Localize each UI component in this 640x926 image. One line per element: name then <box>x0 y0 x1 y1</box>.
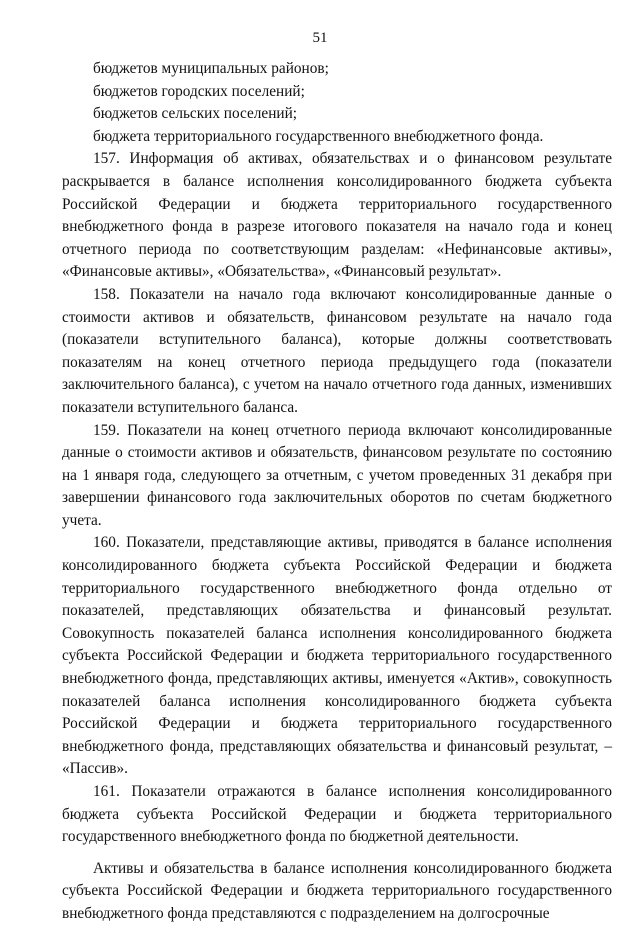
document-body <box>62 58 612 926</box>
list-item: бюджетов городских поселений; <box>93 82 305 100</box>
paragraph-157: 157. Информация об активах, обязательствах и о финансовом результате раскрывается в балансе исполнения консолидированного бюджета субъекта Российской Федерации и бюджета территориального государственного внебюджетного фонда в разрезе итогового показателя на начало года и конец отчетного периода по соответствующим разделам: «Нефинансовые активы», «Финансовые активы», «Обязательства», «Финансовый результат». <box>62 150 612 281</box>
paragraph-160: 160. Показатели, представляющие активы, приводятся в балансе исполнения консолидированного бюджета субъекта Российской Федерации и бюджета территориального государственного внебюджетного фонда отдельно от показателей, представляющих обязательства и финансовый результат. Совокупность показателей баланса исполнения консолидированного бюджета субъекта Российской Федерации и бюджета территориального государственного внебюджетного фонда, представляющих активы, именуется «Актив», совокупность показателей баланса исполнения консолидированного бюджета субъекта Российской Федерации и бюджета территориального государственного внебюджетного фонда, представляющих обязательства и финансовый результат, – «Пассив». <box>62 534 612 778</box>
list-item: бюджетов сельских поселений; <box>93 105 298 123</box>
paragraph-161: 161. Показатели отражаются в балансе исполнения консолидированного бюджета субъекта Российской Федерации и бюджета территориального государственного внебюджетного фонда по бюджетной деятельности. <box>62 783 612 846</box>
page-number: 51 <box>312 30 328 46</box>
paragraph-assets-liabilities: Активы и обязательства в балансе исполнения консолидированного бюджета субъекта Российской Федерации и бюджета территориального государственного внебюджетного фонда представляются с подразделением на долгосрочные <box>62 859 612 922</box>
list-item: бюджета территориального государственного внебюджетного фонда. <box>93 127 544 145</box>
list-item: бюджетов муниципальных районов; <box>93 60 329 77</box>
paragraph-158: 158. Показатели на начало года включают консолидированные данные о стоимости активов и обязательств, финансовом результате на начало года (показатели вступительного баланса), которые должны соответствовать показателям на конец отчетного периода предыдущего года (показатели заключительного баланса), с учетом на начало отчетного года данных, изменивших показатели вступительного баланса. <box>62 285 612 416</box>
paragraph-159: 159. Показатели на конец отчетного периода включают консолидированные данные о стоимости активов и обязательств, финансовом результате по состоянию на 1 января года, следующего за отчетным, с учетом проведенных 31 декабря при завершении финансового года заключительных оборотов по счетам бюджетного учета. <box>62 421 612 529</box>
